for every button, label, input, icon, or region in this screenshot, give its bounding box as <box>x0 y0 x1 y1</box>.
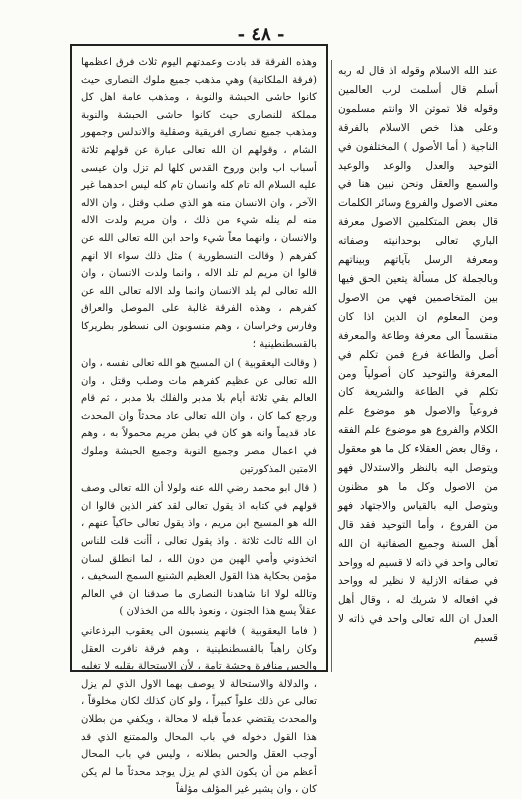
main-paragraph-4: ( فاما اليعقوبية ) فانهم ينسبون الى يعقوب البرذعاني وكان راهباً بالقسطنطينية ، وهم فرقة نافرت العقل والحس منافرة وحشة تامة ، لأن الاستحالة بقلبه لا تغلبه ، والدلالة والاستحالة لا يوصف بهما الاول الذي لم يزل تعالى عن ذلك علواً كبيراً ، ولو كان كذلك لكان مخلوقاً ، والمحدث يقتضي عدماً قبله لا محالة ، ويكفي من بطلان هذا القول دخوله في باب المحال والممتنع الذي قد أوجب العقل والحس بطلانه ، وليس في باب المحال أعظم من أن يكون الذي لم يزل يوجد محدثاً ما لم يكن كان ، وان يشير غير المؤلف مؤلفاً <box>81 626 317 796</box>
main-paragraph-3: ( قال ابو محمد رضي الله عنه ولولا أن الله تعالى وصف قولهم في كتابه اذ يقول تعالى لقد كفر الذين قالوا ان الله هو المسيح ابن مريم ، واذ يقول تعالى حاكياً عنهم ، ان الله ثالث ثلاثة . واذ يقول تعالى ، أأنت قلت للناس اتخذوني وأمي الهين من دون الله ، لما انطلق لسان مؤمن بحكاية هذا القول العظيم الشنيع السمج السخيف ، وتالله لولا انا شاهدنا النصارى ما صدقنا ان في العالم عقلاً يسع هذا الجنون ، ونعوذ بالله من الخذلان ) <box>81 483 317 618</box>
margin-commentary-text: عند الله الاسلام وقوله اذ قال له ربه أسلم قال أسلمت لرب العالمين وقوله فلا تموتن الا وانتم مسلمون وعلى هذا خص الاسلام بالفرقة الناجية ( أما الأصول ) المختلفون في التوحيد والعدل والوعد والوعيد والسمع والعقل ونحن نبين هنا في معنى الاصول والفروع وسائر الكلمات قال بعض المتكلمين الاصول معرفة الباري تعالى بوحدانيته وصفاته ومعرفة الرسل بآياتهم وبيناتهم وبالجملة كل مسألة يتعين الحق فيها بين المتخاصمين فهي من الاصول ومن المعلوم ان الدين اذا كان منقسماً الى معرفة وطاعة والمعرفة أصل والطاعة فرع فمن تكلم في المعرفة والتوحيد كان أصولياً ومن تكلم في الطاعة والشريعة كان فروعياً والاصول هو موضوع علم الكلام والفروع هو موضوع علم الفقه ، وقال بعض العقلاء كل ما هو معقول ويتوصل اليه بالنظر والاستدلال فهو من الاصول وكل ما هو مظنون ويتوصل اليه بالقياس والاجتهاد فهو من الفروع ، وأما التوحيد فقد قال أهل السنة وجميع الصفاتية ان الله تعالى واحد في ذاته لا قسيم له وواحد في صفاته الازلية لا نظير له وواحد في افعاله لا شريك له ، وقال أهل العدل ان الله تعالى واحد في ذاته لا قسيم <box>338 65 498 645</box>
column-divider <box>331 60 332 672</box>
main-paragraph-2: ( وقالت اليعقوبية ) ان المسيح هو الله تعالى نفسه ، وان الله تعالى عن عظيم كفرهم مات وصلب وقتل ، وان العالم بقي ثلاثة أيام بلا مدبر والفلك بلا مدبر ، ثم قام ورجع كما كان ، وان الله تعالى عاد محدثاً وان المحدث عاد قديماً وانه هو كان في بطن مريم محمولاً به ، وهم في اعمال مصر وجميع النوبة وجميع الحبشة وملوك الامتين المذكورتين <box>81 358 317 475</box>
main-text-box <box>70 44 328 796</box>
margin-commentary-column <box>338 62 498 674</box>
main-paragraph-1: وهذه الفرقة قد بادت وعمدتهم اليوم ثلاث فرق اعظمها (فرقة الملكانية) وهي مذهب جميع ملوك النصارى حيث كانوا حاشى الحبشة والنوبة ، ومذهب عامة اهل كل مملكة للنصارى حيث كانوا حاشى الحبشة والنوبة ومذهب جميع نصارى افريقية وصقلية والاندلس وجمهور الشام ، وقولهم ان الله تعالى عبارة عن قولهم ثلاثة أسباب اب وابن وروح القدس كلها لم تزل وان عيسى عليه السلام اله تام كله وانسان تام كله ليس احدهما غير الآخر ، وان الانسان منه هو الذي صلب وقتل ، وان الاله منه لم ينله شيء من ذلك ، وان مريم ولدت الاله والانسان ، وانهما معاً شيء واحد ابن الله تعالى الله عن كفرهم ( وقالت النسطورية ) مثل ذلك سواء الا انهم قالوا ان مريم لم تلد الاله ، وانما ولدت الانسان ، وان الله تعالى لم يلد الانسان وانما ولد الاله تعالى الله عن كفرهم ، وهذه الفرقة غالبة على الموصل والعراق وفارس وخراسان ، وهم منسوبون الى نسطور بطريركا بالقسطنطينية ؛ <box>81 57 317 350</box>
page-number: - ٤٨ - <box>237 24 285 45</box>
